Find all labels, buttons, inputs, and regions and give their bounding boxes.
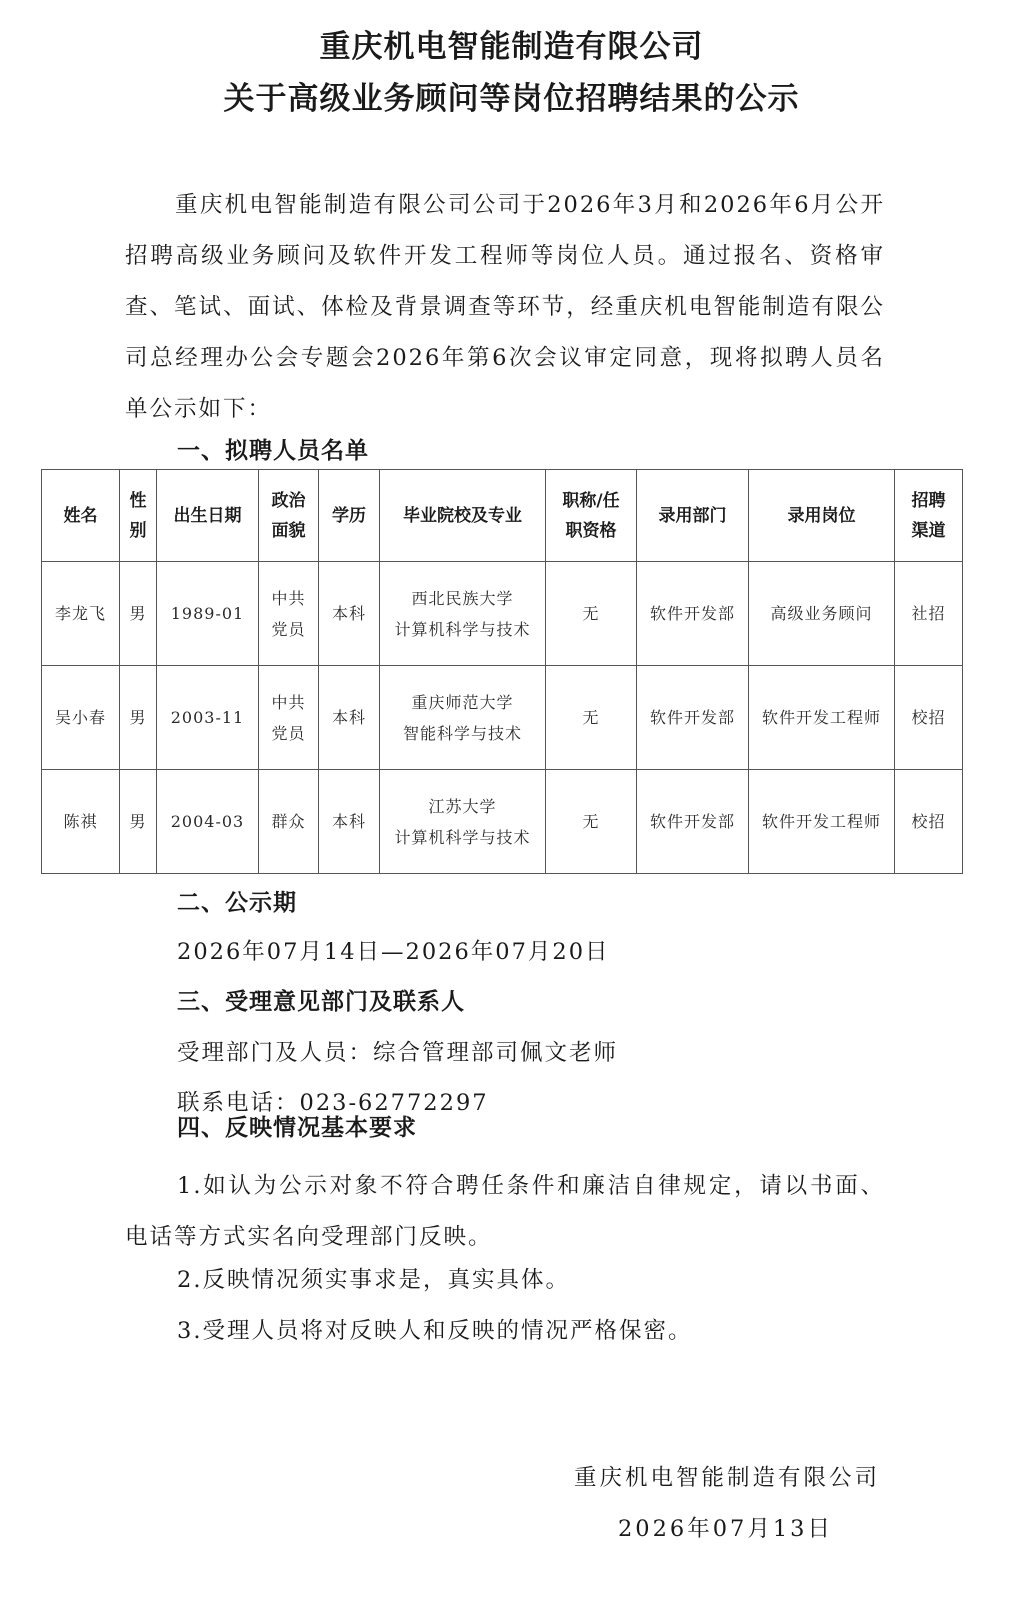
cell-political-status: 中共 党员 <box>259 562 319 666</box>
cell-name: 陈祺 <box>42 770 120 874</box>
requirement-item-2: 2.反映情况须实事求是，真实具体。 <box>177 1267 570 1293</box>
section-2-heading: 二、公示期 <box>177 890 297 916</box>
contact-department: 受理部门及人员：综合管理部司佩文老师 <box>177 1040 619 1066</box>
cell-school-major: 江苏大学 计算机科学与技术 <box>380 770 546 874</box>
header-gender: 性 别 <box>120 470 157 562</box>
table-row <box>42 770 963 874</box>
cell-birth-date: 1989-01 <box>157 562 259 666</box>
cell-channel: 校招 <box>895 666 963 770</box>
cell-education: 本科 <box>319 562 380 666</box>
cell-education: 本科 <box>319 770 380 874</box>
header-political-status: 政治 面貌 <box>259 470 319 562</box>
document-title-line-2: 关于高级业务顾问等岗位招聘结果的公示 <box>223 81 800 117</box>
requirement-item-3: 3.受理人员将对反映人和反映的情况严格保密。 <box>177 1318 693 1344</box>
cell-political-status: 群众 <box>259 770 319 874</box>
publicity-period: 2026年07月14日—2026年07月20日 <box>177 939 610 965</box>
contact-phone: 联系电话：023-62772297 <box>177 1090 489 1116</box>
header-position: 录用岗位 <box>749 470 895 562</box>
hiring-roster-table <box>41 469 963 874</box>
cell-department: 软件开发部 <box>637 770 749 874</box>
cell-name: 李龙飞 <box>42 562 120 666</box>
cell-position: 软件开发工程师 <box>749 770 895 874</box>
requirement-item-1: 1.如认为公示对象不符合聘任条件和廉洁自律规定，请以书面、电话等方式实名向受理部门反映。 <box>125 1173 885 1250</box>
table-row <box>42 562 963 666</box>
signature-date: 2026年07月13日 <box>617 1516 833 1542</box>
cell-political-status: 中共 党员 <box>259 666 319 770</box>
cell-professional-title: 无 <box>546 562 637 666</box>
header-school-major: 毕业院校及专业 <box>380 470 546 562</box>
cell-department: 软件开发部 <box>637 666 749 770</box>
cell-professional-title: 无 <box>546 770 637 874</box>
cell-position: 高级业务顾问 <box>749 562 895 666</box>
cell-channel: 社招 <box>895 562 963 666</box>
header-channel: 招聘 渠道 <box>895 470 963 562</box>
cell-gender: 男 <box>120 562 157 666</box>
cell-channel: 校招 <box>895 770 963 874</box>
header-birth-date: 出生日期 <box>157 470 259 562</box>
intro-paragraph: 重庆机电智能制造有限公司公司于2026年3月和2026年6月公开招聘高级业务顾问及软件开发工程师等岗位人员。通过报名、资格审查、笔试、面试、体检及背景调查等环节，经重庆机电智能制造有限公司总经理办公会专题会2026年第6次会议审定同意，现将拟聘人员名单公示如下： <box>125 192 885 422</box>
cell-birth-date: 2003-11 <box>157 666 259 770</box>
cell-name: 吴小春 <box>42 666 120 770</box>
cell-school-major: 重庆师范大学 智能科学与技术 <box>380 666 546 770</box>
document-title-line-1: 重庆机电智能制造有限公司 <box>319 29 704 65</box>
cell-education: 本科 <box>319 666 380 770</box>
cell-school-major: 西北民族大学 计算机科学与技术 <box>380 562 546 666</box>
section-4-heading: 四、反映情况基本要求 <box>177 1115 417 1141</box>
section-3-heading: 三、受理意见部门及联系人 <box>177 989 465 1015</box>
header-department: 录用部门 <box>637 470 749 562</box>
signature-company: 重庆机电智能制造有限公司 <box>573 1465 880 1491</box>
cell-department: 软件开发部 <box>637 562 749 666</box>
cell-professional-title: 无 <box>546 666 637 770</box>
cell-gender: 男 <box>120 770 157 874</box>
table-row <box>42 666 963 770</box>
header-education: 学历 <box>319 470 380 562</box>
section-1-heading: 一、拟聘人员名单 <box>177 438 369 464</box>
header-professional-title: 职称/任 职资格 <box>546 470 637 562</box>
table-header-row <box>42 470 963 562</box>
header-name: 姓名 <box>42 470 120 562</box>
cell-birth-date: 2004-03 <box>157 770 259 874</box>
cell-gender: 男 <box>120 666 157 770</box>
cell-position: 软件开发工程师 <box>749 666 895 770</box>
